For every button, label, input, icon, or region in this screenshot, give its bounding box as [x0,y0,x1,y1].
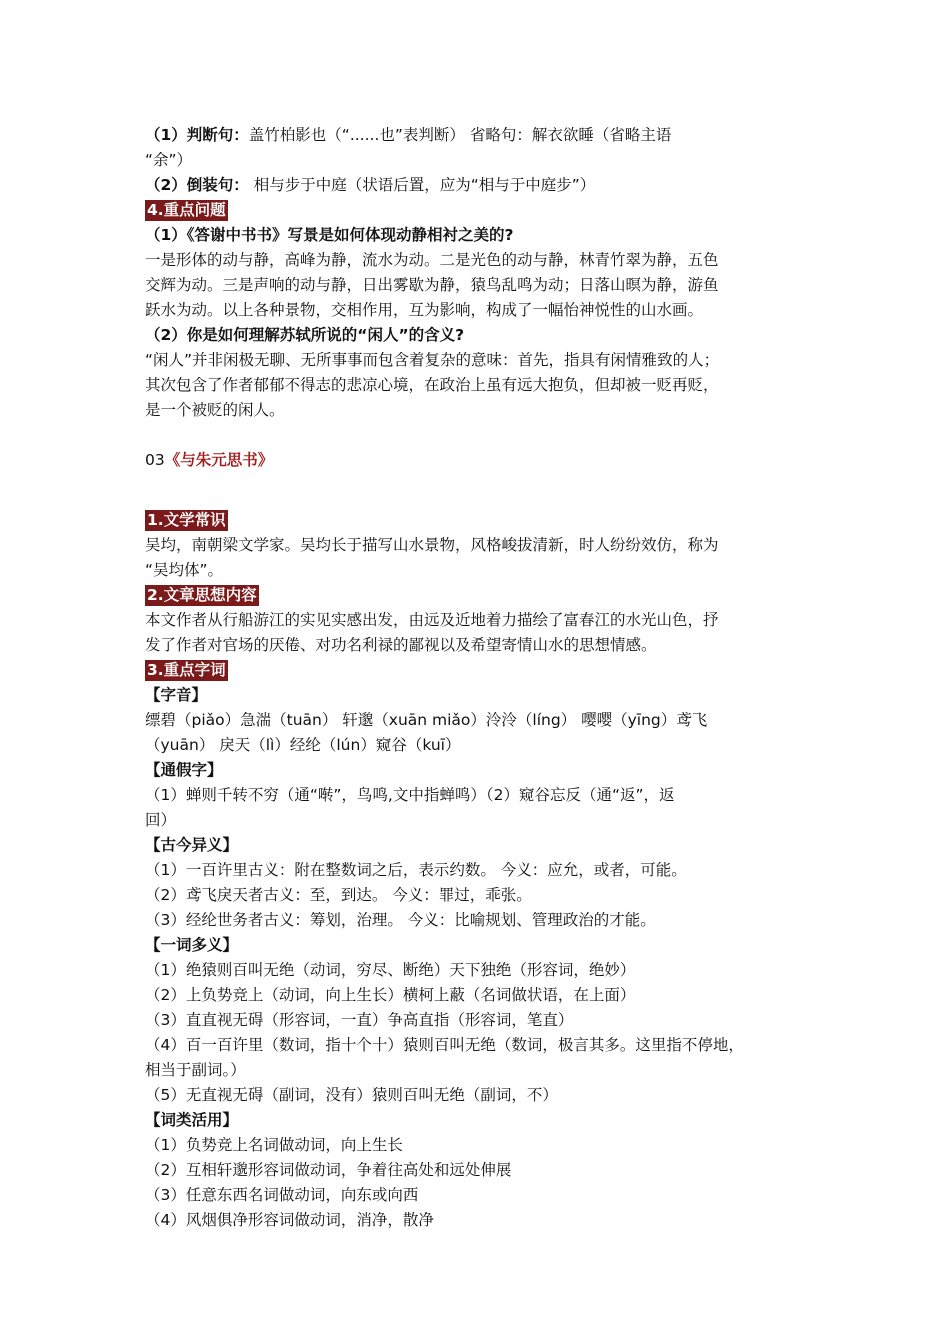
term-label: （2）倒装句： [145,176,249,194]
section-label [145,658,815,683]
question-line: 【词类活用】 [145,1111,239,1129]
section-label-text: 4.重点问题 [147,201,226,219]
term-text: 相与步于中庭（状语后置，应为“相与于中庭步”） [248,176,596,194]
section-label-text: 2.文章思想内容 [147,586,257,604]
section-label-text: 1.文学常识 [147,511,226,529]
text-line: （3）任意东西名词做动词，向东或向西 [145,1186,419,1204]
question-line: 【一词多义】 [145,936,239,954]
text-line [145,123,815,148]
text-line: （1）一百许里古义：附在整数词之后，表示约数。 今义：应允，或者，可能。 [145,861,687,879]
term-label: （1）判断句： [145,126,249,144]
question-line: （2）你是如何理解苏轼所说的“闲人”的含义? [145,326,465,344]
question-line: 【通假字】 [145,761,223,779]
text-line: （2）鸢飞戾天者古义：至，到达。 今义：罪过，乖张。 [145,886,532,904]
text-line: “吴均体”。 [145,561,224,579]
text-line: （3）经纶世务者古义：筹划，治理。 今义：比喻规划、管理政治的才能。 [145,911,656,929]
text-line: （3）直直视无碍（形容词，一直）争高直指（形容词，笔直） [145,1011,574,1029]
text-line: （1）绝猿则百叫无绝（动词，穷尽、断绝）天下独绝（形容词，绝妙） [145,961,636,979]
text-line: （yuān） 戾天（lì）经纶（lún）窥谷（kuī） [145,736,461,754]
text-line: “余”） [145,151,193,169]
qa-block [145,123,815,423]
text-line: 交辉为动。三是声响的动与静，日出雾歇为静，猿鸟乱鸣为动；日落山暝为静，游鱼 [145,276,719,294]
text-line: 其次包含了作者郁郁不得志的悲凉心境，在政治上虽有远大抱负，但却被一贬再贬， [145,376,719,394]
section-label [145,508,815,533]
text-line [145,173,815,198]
section-label [145,583,815,608]
question-line: 【古今异义】 [145,836,239,854]
section-number: 03 [145,451,165,469]
text-line: 一是形体的动与静，高峰为静，流水为动。二是光色的动与静，林青竹翠为静，五色 [145,251,719,269]
section-heading [145,448,815,473]
section-title: 《与朱元思书》 [164,451,274,469]
text-line: 发了作者对官场的厌倦、对功名利禄的鄙视以及希望寄情山水的思想情感。 [145,636,657,654]
notes-block [145,508,815,1233]
text-line: “闲人”并非闲极无聊、无所事事而包含着复杂的意味：首先，指具有闲情雅致的人； [145,351,720,369]
text-line: （4）百一百许里（数词，指十个十）猿则百叫无绝（数词，极言其多。这里指不停地， [145,1036,744,1054]
text-line: 相当于副词。） [145,1061,246,1079]
text-line: 是一个被贬的闲人。 [145,401,285,419]
text-line: （2）互相轩邈形容词做动词，争着往高处和远处伸展 [145,1161,512,1179]
text-line: （2）上负势竞上（动词，向上生长）横柯上蔽（名词做状语，在上面） [145,986,636,1004]
text-line: 缥碧（piǎo）急湍（tuān） 轩邈（xuān miǎo）泠泠（líng） 嘤嘤（yīng）鸢飞 [145,711,708,729]
text-line: （5）无直视无碍（副词，没有）猿则百叫无绝（副词，不） [145,1086,558,1104]
question-line: （1）《答谢中书书》写景是如何体现动静相衬之美的? [145,226,514,244]
text-line: （4）风烟俱净形容词做动词，消净，散净 [145,1211,434,1229]
text-line: 本文作者从行船游江的实见实感出发，由远及近地着力描绘了富春江的水光山色，抒 [145,611,719,629]
section-label [145,198,815,223]
text-line: 吴均，南朝梁文学家。吴均长于描写山水景物，风格峻拔清新，时人纷纷效仿，称为 [145,536,719,554]
text-line: （1）蝉则千转不穷（通“啭”，鸟鸣,文中指蝉鸣）（2）窥谷忘反（通“返”，返 [145,786,675,804]
text-line: 跃水为动。以上各种景物，交相作用，互为影响，构成了一幅怡神悦性的山水画。 [145,301,704,319]
section-label-text: 3.重点字词 [147,661,226,679]
text-line: 回） [145,811,177,829]
term-text: 盖竹柏影也（“......也”表判断） 省略句：解衣欲睡（省略主语 [248,126,672,144]
question-line: 【字音】 [145,686,208,704]
document-page [145,123,815,1233]
text-line: （1）负势竞上名词做动词，向上生长 [145,1136,403,1154]
